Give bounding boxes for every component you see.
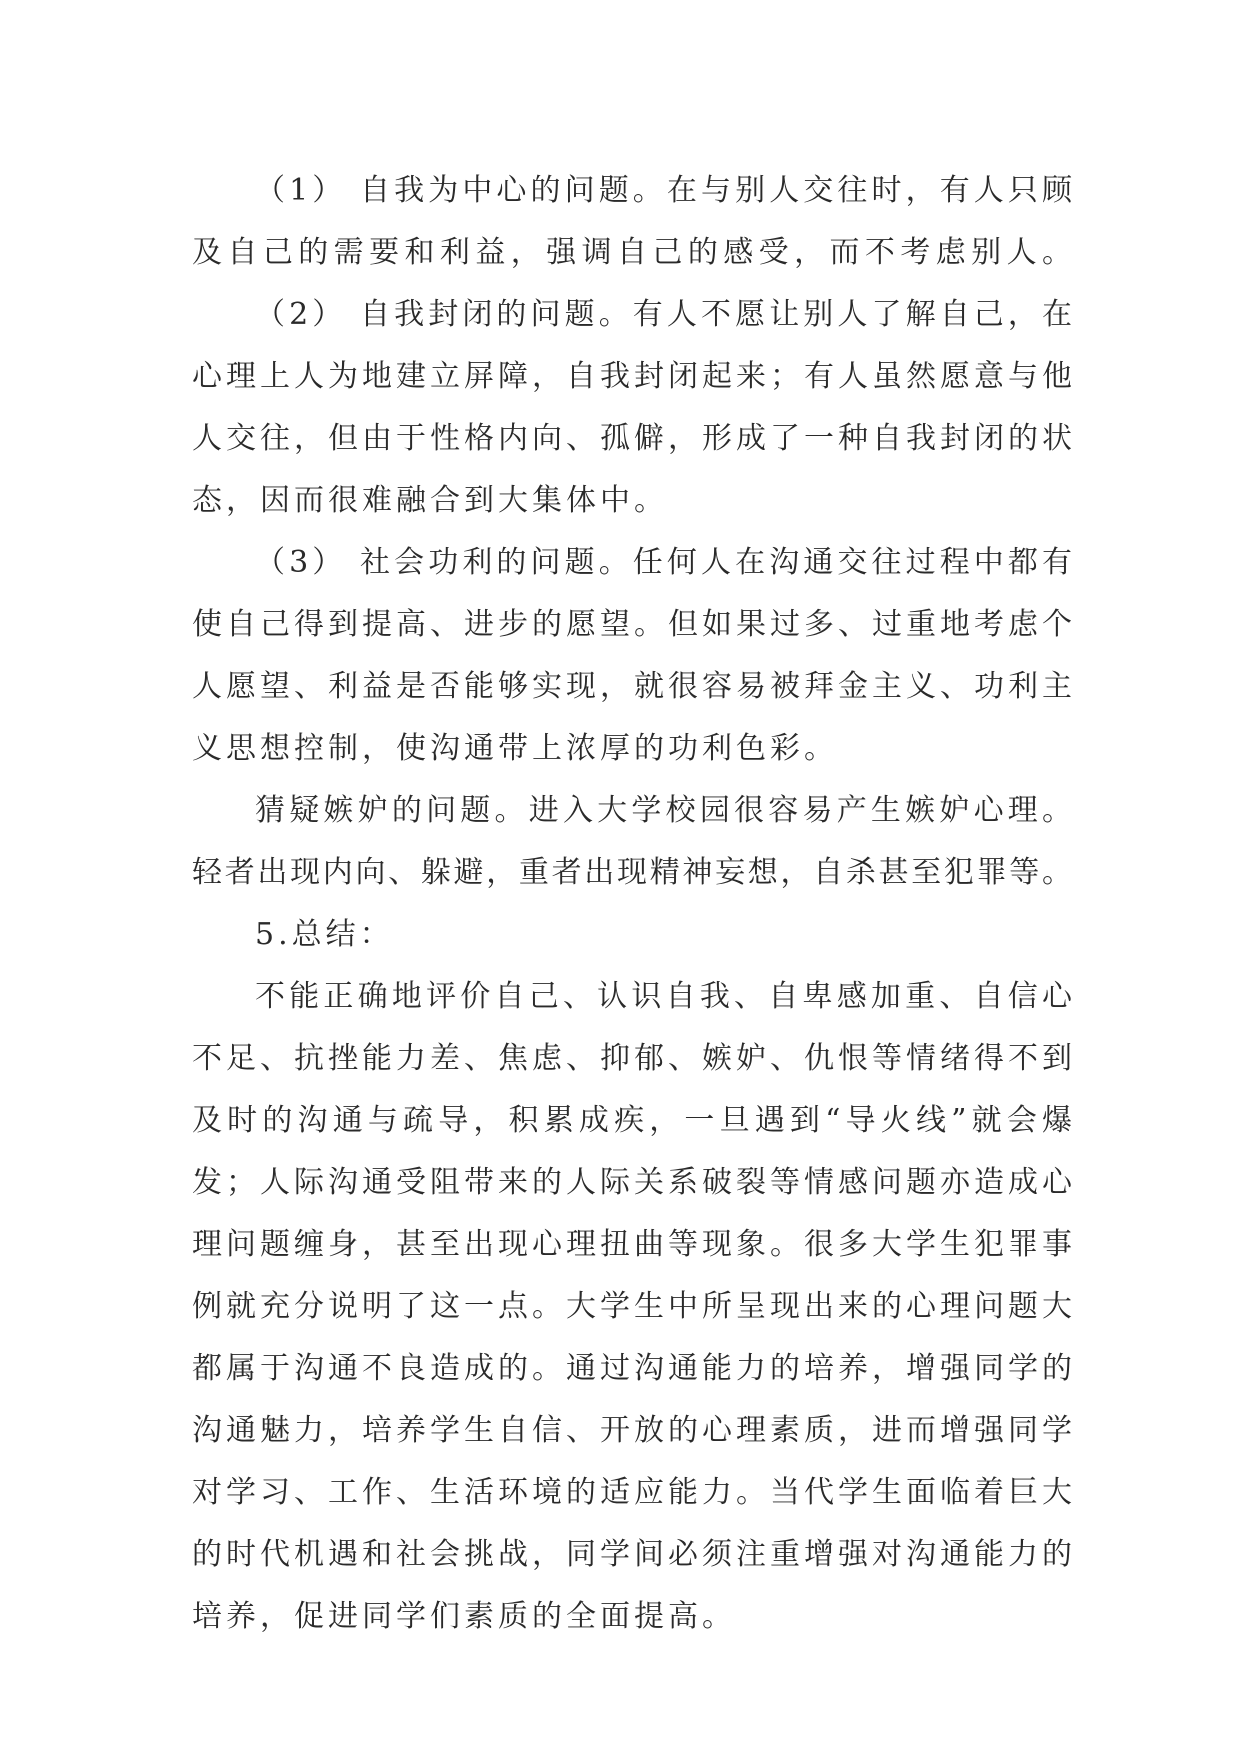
paragraph-line: 心理上人为地建立屏障，自我封闭起来；有人虽然愿意与他	[192, 359, 1072, 394]
paragraph-line: 不能正确地评价自己、认识自我、自卑感加重、自信心	[255, 979, 1072, 1014]
paragraph-line: 发；人际沟通受阻带来的人际关系破裂等情感问题亦造成心	[192, 1165, 1072, 1200]
paragraph-line: 培养，促进同学们素质的全面提高。	[192, 1599, 736, 1634]
paragraph-line: 例就充分说明了这一点。大学生中所呈现出来的心理问题大	[192, 1289, 1072, 1324]
paragraph-line: 轻者出现内向、躲避，重者出现精神妄想，自杀甚至犯罪等。	[192, 855, 1072, 890]
paragraph-line: 人交往，但由于性格内向、孤僻，形成了一种自我封闭的状	[192, 421, 1072, 456]
paragraph-line: 沟通魅力，培养学生自信、开放的心理素质，进而增强同学	[192, 1413, 1072, 1448]
paragraph-line: 及自己的需要和利益，强调自己的感受，而不考虑别人。	[192, 235, 1072, 270]
paragraph-line: 理问题缠身，甚至出现心理扭曲等现象。很多大学生犯罪事	[192, 1227, 1072, 1262]
section-heading: 5.总结：	[255, 917, 394, 952]
paragraph-line: （1） 自我为中心的问题。在与别人交往时，有人只顾	[255, 173, 1072, 208]
paragraph-line: 人愿望、利益是否能够实现，就很容易被拜金主义、功利主	[192, 669, 1072, 704]
paragraph-line: 都属于沟通不良造成的。通过沟通能力的培养，增强同学的	[192, 1351, 1072, 1386]
paragraph-line: 猜疑嫉妒的问题。进入大学校园很容易产生嫉妒心理。	[255, 793, 1072, 828]
document-body	[192, 160, 1072, 1648]
paragraph-line: （2） 自我封闭的问题。有人不愿让别人了解自己，在	[255, 297, 1072, 332]
paragraph-line: 义思想控制，使沟通带上浓厚的功利色彩。	[192, 731, 838, 766]
paragraph-line: 及时的沟通与疏导，积累成疾，一旦遇到“导火线”就会爆	[192, 1103, 1072, 1138]
paragraph-line: 的时代机遇和社会挑战，同学间必须注重增强对沟通能力的	[192, 1537, 1072, 1572]
paragraph-line: （3） 社会功利的问题。任何人在沟通交往过程中都有	[255, 545, 1072, 580]
paragraph-line: 对学习、工作、生活环境的适应能力。当代学生面临着巨大	[192, 1475, 1072, 1510]
paragraph-line: 不足、抗挫能力差、焦虑、抑郁、嫉妒、仇恨等情绪得不到	[192, 1041, 1072, 1076]
paragraph-line: 态，因而很难融合到大集体中。	[192, 483, 668, 518]
paragraph-line: 使自己得到提高、进步的愿望。但如果过多、过重地考虑个	[192, 607, 1072, 642]
